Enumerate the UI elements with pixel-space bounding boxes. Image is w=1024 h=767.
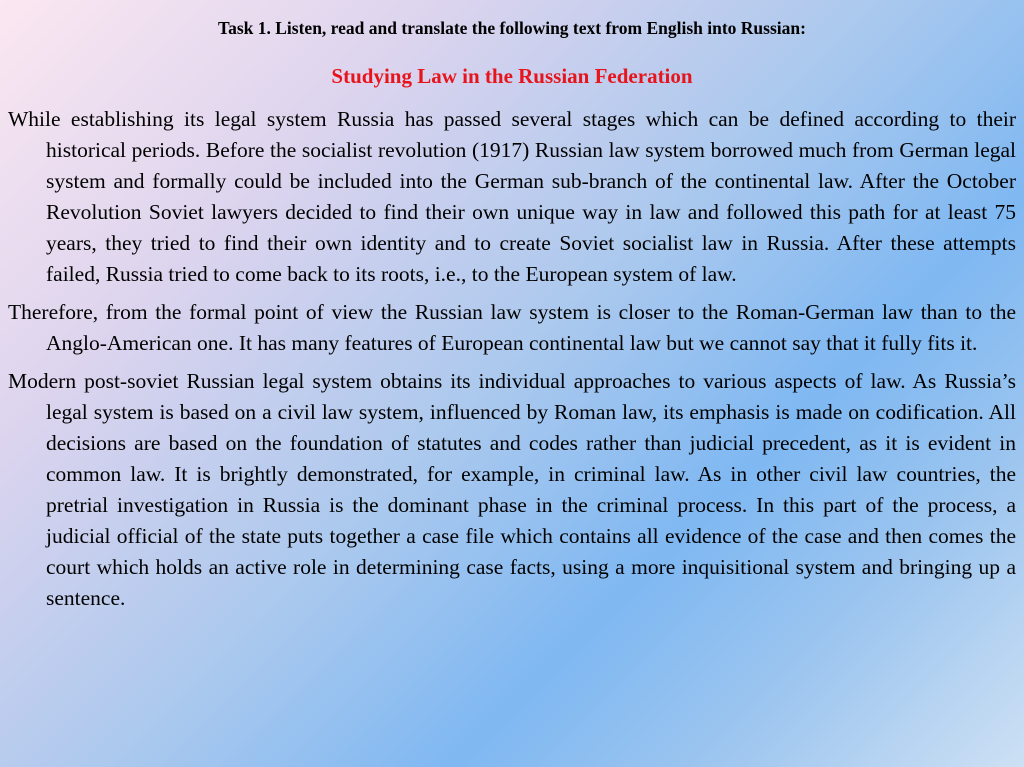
document-title: Studying Law in the Russian Federation: [331, 64, 693, 88]
paragraph-3: Modern post-soviet Russian legal system obtains its individual approaches to various aspects of law. As Russia’s legal system is based on a civil law system, influenced by Roman law, its emphasis is made on codification. All decisions are based on the foundation of statutes and codes rather than judicial precedent, as it is evident in common law. It is brightly demonstrated, for example, in criminal law. As in other civil law countries, the pretrial investigation in Russia is the dominant phase in the criminal process. In this part of the process, a judicial official of the state puts together a case file which contains all evidence of the case and then comes the court which holds an active role in determining case facts, using a more inquisitional system and bringing up a sentence.: [8, 369, 1016, 610]
paragraph-1: While establishing its legal system Russia has passed several stages which can be defined according to their historical periods. Before the socialist revolution (1917) Russian law system borrowed much from German legal system and formally could be included into the German sub-branch of the continental law. After the October Revolution Soviet lawyers decided to find their own unique way in law and followed this path for at least 75 years, they tried to find their own identity and to create Soviet socialist law in Russia. After these attempts failed, Russia tried to come back to its roots, i.e., to the European system of law.: [8, 107, 1016, 286]
body-text: [8, 104, 1016, 621]
task-title: Task 1. Listen, read and translate the following text from English into Russian:: [218, 18, 806, 38]
paragraph-2: Therefore, from the formal point of view the Russian law system is closer to the Roman-German law than to the Anglo-American one. It has many features of European continental law but we cannot say that it fully fits it.: [8, 300, 1016, 355]
